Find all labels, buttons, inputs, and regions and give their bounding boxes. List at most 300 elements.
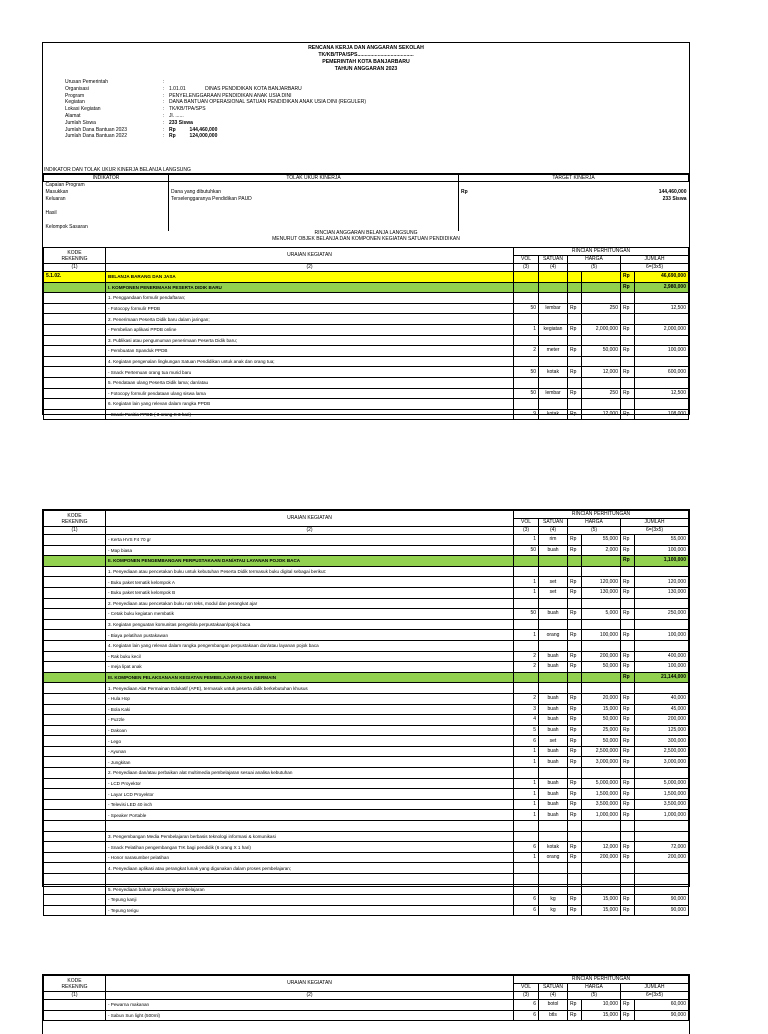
jumlah-cell: 5,000,000 xyxy=(635,778,689,789)
kode-cell xyxy=(44,831,106,842)
harga-cell: 1,500,000 xyxy=(582,789,621,800)
harga-cell: 25,000 xyxy=(582,725,621,736)
uraian-cell: 4. Kegiatan lain yang relevan dalam rangka pengembangan perpustakaan dan/atau layanan pojok baca xyxy=(106,640,514,651)
harga-cell xyxy=(582,293,621,304)
satuan-cell: buah xyxy=(539,810,568,821)
tolak-ukur-col-header: TOLAK UKUR KINERJA xyxy=(169,175,459,182)
column-number: (1) xyxy=(44,264,106,272)
harga-cell xyxy=(582,556,621,567)
vol-cell: 1 xyxy=(514,630,539,641)
vol-cell xyxy=(514,640,539,651)
jumlah-currency: Rp xyxy=(621,725,635,736)
satuan-cell: buah xyxy=(539,609,568,620)
satuan-cell: set xyxy=(539,587,568,598)
uraian-cell: - Cetak buku kegiatan membatik xyxy=(106,609,514,620)
uraian-cell: - Rak buku kecil xyxy=(106,651,514,662)
harga-currency: Rp xyxy=(568,587,582,598)
jumlah-cell: 2,980,000 xyxy=(635,282,689,293)
harga-cell: 1,000,000 xyxy=(582,810,621,821)
doc-subtitle-gov: PEMERINTAH KOTA BANJARBARU xyxy=(322,59,410,65)
target-value: 233 Siswa xyxy=(662,196,687,202)
vol-cell: 4 xyxy=(514,715,539,726)
table-row xyxy=(44,1000,689,1011)
satuan-cell: buah xyxy=(539,545,568,556)
uraian-cell: - Kerta HVS F4 70 gr xyxy=(106,535,514,546)
vol-cell: 2 xyxy=(514,693,539,704)
jumlah-currency: Rp xyxy=(621,736,635,747)
vol-cell: 6 xyxy=(514,1000,539,1011)
kode-cell xyxy=(44,704,106,715)
jumlah-cell: 100,000 xyxy=(635,630,689,641)
harga-cell xyxy=(582,399,621,410)
vol-header: VOL xyxy=(514,256,539,264)
harga-cell xyxy=(582,831,621,842)
uraian-cell: - meja lipat anak xyxy=(106,662,514,673)
uraian-header: URAIAN KEGIATAN xyxy=(106,248,514,264)
kode-cell xyxy=(44,409,106,420)
uraian-header: URAIAN KEGIATAN xyxy=(106,511,514,527)
kode-cell xyxy=(44,609,106,620)
jumlah-cell xyxy=(635,335,689,346)
satuan-cell: orang xyxy=(539,630,568,641)
jumlah-cell: 100,000 xyxy=(635,545,689,556)
harga-cell: 200,000 xyxy=(582,651,621,662)
satuan-cell: kotak xyxy=(539,367,568,378)
jumlah-currency: Rp xyxy=(621,704,635,715)
harga-cell: 2,500,000 xyxy=(582,746,621,757)
indicator-label: Kelompok Sasaran xyxy=(44,224,169,231)
uraian-cell: - Fotocopy formulir pendataan ulang siswa lama xyxy=(106,388,514,399)
harga-currency xyxy=(568,884,582,895)
page-3 xyxy=(42,974,690,1034)
column-number: (5) xyxy=(568,264,621,272)
satuan-cell: botol xyxy=(539,1000,568,1011)
info-row xyxy=(65,127,689,134)
table-row xyxy=(44,863,689,874)
harga-currency: Rp xyxy=(568,324,582,335)
column-number: (3) xyxy=(514,264,539,272)
harga-currency: Rp xyxy=(568,757,582,768)
jumlah-cell: 60,000 xyxy=(635,1000,689,1011)
jumlah-cell: 100,000 xyxy=(635,662,689,673)
kode-cell xyxy=(44,640,106,651)
kode-cell xyxy=(44,736,106,747)
satuan-cell: orang xyxy=(539,852,568,863)
satuan-cell xyxy=(539,619,568,630)
uraian-cell: 6. Kegiatan lain yang relevan dalam rangka PPDB xyxy=(106,399,514,410)
jumlah-currency xyxy=(621,821,635,832)
kode-cell xyxy=(44,314,106,325)
harga-currency xyxy=(568,598,582,609)
harga-currency xyxy=(568,619,582,630)
uraian-header: URAIAN KEGIATAN xyxy=(106,976,514,992)
jumlah-currency xyxy=(621,335,635,346)
page-1 xyxy=(42,42,690,418)
harga-currency: Rp xyxy=(568,725,582,736)
jumlah-cell xyxy=(635,874,689,885)
table-row xyxy=(44,693,689,704)
rekening-header-label: REKENING xyxy=(61,518,88,525)
vol-cell xyxy=(514,356,539,367)
jumlah-cell xyxy=(635,640,689,651)
jumlah-currency: Rp xyxy=(621,693,635,704)
kode-cell xyxy=(44,821,106,832)
indicator-row xyxy=(44,189,689,196)
vol-cell xyxy=(514,377,539,388)
table-row xyxy=(44,799,689,810)
uraian-cell: - Tepung terigu xyxy=(106,905,514,916)
harga-cell: 130,000 xyxy=(582,587,621,598)
jumlah-cell: 3,000,000 xyxy=(635,757,689,768)
table-row xyxy=(44,388,689,399)
info-colon: : xyxy=(163,119,165,126)
uraian-cell: 4. Penyediaan aplikasi atau perangkat lunak yang digunakan dalam proses pembelajaran; xyxy=(106,863,514,874)
jumlah-cell: 90,000 xyxy=(635,895,689,906)
vol-cell: 1 xyxy=(514,535,539,546)
satuan-cell: kg xyxy=(539,895,568,906)
table-row xyxy=(44,768,689,779)
table-row xyxy=(44,545,689,556)
harga-cell: 3,500,000 xyxy=(582,799,621,810)
table-row xyxy=(44,821,689,832)
jumlah-currency xyxy=(621,356,635,367)
satuan-cell: rim xyxy=(539,535,568,546)
jumlah-currency: Rp xyxy=(621,324,635,335)
harga-cell: 250 xyxy=(582,388,621,399)
vol-cell: 1 xyxy=(514,324,539,335)
column-number: 6=(3x5) xyxy=(621,527,689,535)
jumlah-currency: Rp xyxy=(621,662,635,673)
table-row xyxy=(44,683,689,694)
uraian-cell: - Buku paket tematik kelompok A xyxy=(106,577,514,588)
harga-cell: 50,000 xyxy=(582,662,621,673)
harga-cell xyxy=(582,640,621,651)
harga-currency xyxy=(568,874,582,885)
harga-currency xyxy=(568,377,582,388)
harga-currency: Rp xyxy=(568,1000,582,1011)
jumlah-cell: 90,000 xyxy=(635,1010,689,1021)
satuan-cell: kg xyxy=(539,905,568,916)
info-row xyxy=(65,79,689,86)
indicator-table xyxy=(43,174,689,231)
jumlah-currency xyxy=(621,399,635,410)
jumlah-currency: Rp xyxy=(621,587,635,598)
table-row xyxy=(44,609,689,620)
page-2 xyxy=(42,509,690,914)
table-header-row xyxy=(44,976,689,984)
jumlah-cell: 120,000 xyxy=(635,577,689,588)
info-label: Lokasi Kegiatan xyxy=(65,106,101,113)
kode-cell xyxy=(44,1000,106,1011)
kode-cell xyxy=(44,577,106,588)
target-currency xyxy=(459,210,539,217)
kode-cell xyxy=(44,768,106,779)
jumlah-cell: 45,000 xyxy=(635,704,689,715)
satuan-cell: buah xyxy=(539,789,568,800)
vol-cell: 2 xyxy=(514,346,539,357)
kode-cell xyxy=(44,598,106,609)
column-number: (5) xyxy=(568,527,621,535)
harga-header: HARGA xyxy=(568,256,621,264)
satuan-cell: set xyxy=(539,577,568,588)
harga-cell: 3,000,000 xyxy=(582,757,621,768)
indicator-label: Hasil xyxy=(44,210,169,217)
jumlah-currency: Rp xyxy=(621,715,635,726)
jumlah-currency: Rp xyxy=(621,905,635,916)
jumlah-cell: 1,100,000 xyxy=(635,556,689,567)
jumlah-header: JUMLAH xyxy=(621,984,689,992)
satuan-cell xyxy=(539,314,568,325)
vol-cell: 1 xyxy=(514,810,539,821)
kode-header-label: KODE xyxy=(67,249,82,256)
harga-currency: Rp xyxy=(568,662,582,673)
harga-currency: Rp xyxy=(568,810,582,821)
jumlah-currency: Rp xyxy=(621,282,635,293)
harga-currency xyxy=(568,768,582,779)
kode-cell xyxy=(44,282,106,293)
harga-currency: Rp xyxy=(568,704,582,715)
jumlah-currency: Rp xyxy=(621,672,635,683)
kode-cell xyxy=(44,874,106,885)
table-row xyxy=(44,619,689,630)
uraian-cell: - Snack Pertemuan orang tua murid baru xyxy=(106,367,514,378)
kode-cell xyxy=(44,346,106,357)
info-label: Jumlah Dana Bantuan 2023 xyxy=(65,126,127,133)
satuan-cell xyxy=(539,356,568,367)
info-label: Jumlah Dana Bantuan 2022 xyxy=(65,133,127,140)
satuan-cell xyxy=(539,566,568,577)
rincian-header: RINCIAN PERHITUNGAN xyxy=(514,511,689,519)
uraian-cell: 1. Penggandaan formulir pendaftaran; xyxy=(106,293,514,304)
jumlah-currency: Rp xyxy=(621,651,635,662)
harga-cell: 10,000 xyxy=(582,1000,621,1011)
table-row xyxy=(44,874,689,885)
jumlah-currency: Rp xyxy=(621,388,635,399)
kode-cell xyxy=(44,388,106,399)
harga-cell: 5,000 xyxy=(582,609,621,620)
vol-cell xyxy=(514,293,539,304)
kode-cell xyxy=(44,725,106,736)
table-row xyxy=(44,314,689,325)
harga-cell: 15,000 xyxy=(582,895,621,906)
vol-cell: 1 xyxy=(514,587,539,598)
vol-cell: 6 xyxy=(514,895,539,906)
jumlah-currency xyxy=(621,598,635,609)
uraian-cell: - Jungkitan xyxy=(106,757,514,768)
info-block xyxy=(65,79,689,140)
harga-cell: 15,000 xyxy=(582,905,621,916)
satuan-cell xyxy=(539,399,568,410)
harga-cell xyxy=(582,282,621,293)
jumlah-currency xyxy=(621,619,635,630)
vol-cell xyxy=(514,619,539,630)
harga-cell: 15,000 xyxy=(582,1010,621,1021)
vol-header: VOL xyxy=(514,984,539,992)
info-colon: : xyxy=(163,85,165,92)
info-value: Jl. ...... xyxy=(169,112,184,119)
vol-cell: 5 xyxy=(514,725,539,736)
vol-cell: 50 xyxy=(514,545,539,556)
info-row xyxy=(65,120,689,127)
kode-header-label: KODE xyxy=(67,512,82,519)
vol-cell xyxy=(514,314,539,325)
vol-cell xyxy=(514,672,539,683)
kode-cell xyxy=(44,324,106,335)
info-value: Rp 124,000,000 xyxy=(169,133,218,140)
kode-cell: 5.1.02. xyxy=(44,272,106,283)
harga-currency: Rp xyxy=(568,609,582,620)
jumlah-currency: Rp xyxy=(621,577,635,588)
kode-cell xyxy=(44,335,106,346)
harga-currency: Rp xyxy=(568,852,582,863)
doc-subtitle-year: TAHUN ANGGARAN 2023 xyxy=(334,66,398,72)
jumlah-cell: 200,000 xyxy=(635,715,689,726)
uraian-cell: - Pewarna makanan xyxy=(106,1000,514,1011)
column-number: (2) xyxy=(106,992,514,1000)
indicator-row xyxy=(44,203,689,210)
table-row xyxy=(44,272,689,283)
table-row xyxy=(44,377,689,388)
jumlah-cell: 46,690,000 xyxy=(635,272,689,283)
vol-cell: 50 xyxy=(514,303,539,314)
jumlah-cell xyxy=(635,821,689,832)
uraian-cell: 2. Penyediaan dan/atau perbaikan alat multimedia pembelajaran sesuai analisa kebutuhan xyxy=(106,768,514,779)
kode-cell xyxy=(44,619,106,630)
uraian-cell: 4. Kegiatan pengenalan lingkungan Satuan Pendidikan untuk anak dan orang tua; xyxy=(106,356,514,367)
satuan-cell: buah xyxy=(539,693,568,704)
satuan-cell: buah xyxy=(539,778,568,789)
harga-currency: Rp xyxy=(568,789,582,800)
table-row xyxy=(44,587,689,598)
info-value: PENYELENGGARAAN PENDIDIKAN ANAK USIA DINI xyxy=(169,92,292,99)
vol-cell xyxy=(514,831,539,842)
uraian-cell xyxy=(106,821,514,832)
uraian-cell: - Televisi LED 40 inch xyxy=(106,799,514,810)
table-row xyxy=(44,630,689,641)
harga-currency xyxy=(568,566,582,577)
jumlah-currency xyxy=(621,863,635,874)
jumlah-cell xyxy=(635,566,689,577)
jumlah-currency xyxy=(621,768,635,779)
target-currency xyxy=(459,203,539,210)
doc-subtitle-school: TK/KB/TPA/SPS....................................... xyxy=(318,52,414,58)
jumlah-header: JUMLAH xyxy=(621,519,689,527)
satuan-cell xyxy=(539,335,568,346)
jumlah-cell xyxy=(635,683,689,694)
harga-currency xyxy=(568,282,582,293)
uraian-cell: 3. Publikasi atau pengumuman penerimaan Peserta Didik baru; xyxy=(106,335,514,346)
indicator-section-title: INDIKATOR DAN TOLAK UKUR KINERJA BELANJA LANGSUNG xyxy=(43,167,689,174)
table-row xyxy=(44,566,689,577)
vol-cell xyxy=(514,272,539,283)
table-row xyxy=(44,852,689,863)
info-label: Urusan Pemerintah xyxy=(65,79,109,85)
kode-cell xyxy=(44,905,106,916)
satuan-header: SATUAN xyxy=(539,256,568,264)
jumlah-currency: Rp xyxy=(621,303,635,314)
harga-currency: Rp xyxy=(568,778,582,789)
info-colon: : xyxy=(163,126,165,133)
kode-cell xyxy=(44,630,106,641)
jumlah-cell: 200,000 xyxy=(635,852,689,863)
table-number-row xyxy=(44,527,689,535)
jumlah-currency xyxy=(621,640,635,651)
indicator-row xyxy=(44,182,689,190)
uraian-cell: 1. Penyediaan Alat Permainan Edukatif (APE), termasuk untuk peserta didik berkebutuhan khusus xyxy=(106,683,514,694)
vol-cell xyxy=(514,399,539,410)
harga-cell xyxy=(582,335,621,346)
vol-cell xyxy=(514,884,539,895)
target-currency: Rp xyxy=(461,189,468,195)
jumlah-currency: Rp xyxy=(621,810,635,821)
table-number-row xyxy=(44,264,689,272)
jumlah-cell: 12,500 xyxy=(635,303,689,314)
harga-cell: 200,000 xyxy=(582,852,621,863)
info-colon: : xyxy=(163,99,165,106)
jumlah-cell xyxy=(635,619,689,630)
harga-currency: Rp xyxy=(568,577,582,588)
table-header-row xyxy=(44,248,689,256)
kode-cell xyxy=(44,303,106,314)
harga-cell: 2,000,000 xyxy=(582,324,621,335)
harga-currency xyxy=(568,293,582,304)
vol-cell: 6 xyxy=(514,842,539,853)
jumlah-cell xyxy=(635,377,689,388)
target-currency xyxy=(459,217,539,224)
harga-cell xyxy=(582,672,621,683)
kode-cell xyxy=(44,377,106,388)
kode-header xyxy=(44,248,106,264)
table-row xyxy=(44,409,689,420)
satuan-cell xyxy=(539,640,568,651)
table-row xyxy=(44,789,689,800)
indicator-label xyxy=(44,203,169,210)
jumlah-currency: Rp xyxy=(621,746,635,757)
vol-cell: 6 xyxy=(514,905,539,916)
table-row xyxy=(44,672,689,683)
satuan-cell xyxy=(539,768,568,779)
jumlah-currency xyxy=(621,293,635,304)
info-label: Organisasi xyxy=(65,85,89,92)
harga-currency: Rp xyxy=(568,693,582,704)
column-number: (1) xyxy=(44,527,106,535)
satuan-cell xyxy=(539,293,568,304)
vol-cell: 6 xyxy=(514,1010,539,1021)
info-colon: : xyxy=(163,133,165,140)
harga-currency xyxy=(568,821,582,832)
info-label: Program xyxy=(65,92,85,99)
satuan-cell: set xyxy=(539,736,568,747)
satuan-cell xyxy=(539,282,568,293)
jumlah-cell xyxy=(635,598,689,609)
kode-header xyxy=(44,511,106,527)
harga-currency: Rp xyxy=(568,545,582,556)
harga-currency: Rp xyxy=(568,630,582,641)
uraian-cell: BELANJA BARANG DAN JASA xyxy=(106,272,514,283)
satuan-cell: lembar xyxy=(539,303,568,314)
satuan-header: SATUAN xyxy=(539,519,568,527)
satuan-cell: buah xyxy=(539,757,568,768)
tolak-ukur-value xyxy=(169,182,459,190)
vol-cell: 50 xyxy=(514,388,539,399)
tolak-ukur-value xyxy=(169,210,459,217)
harga-header: HARGA xyxy=(568,984,621,992)
uraian-cell: 5. Penyediaan bahan pendukung pembelajaran xyxy=(106,884,514,895)
kode-cell xyxy=(44,399,106,410)
kode-cell xyxy=(44,545,106,556)
jumlah-cell: 600,000 xyxy=(635,367,689,378)
rincian-title: RINCIAN ANGGARAN BELANJA LANGSUNG xyxy=(314,230,418,236)
